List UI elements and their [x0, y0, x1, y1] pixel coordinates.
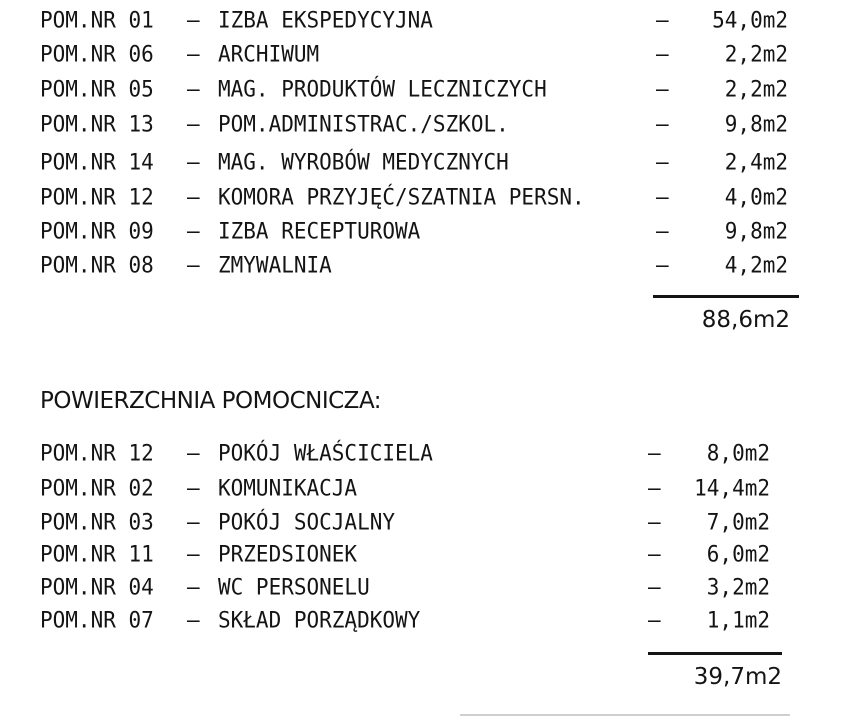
dash: –	[187, 218, 200, 244]
room-row	[40, 39, 788, 68]
room-name: POKÓJ SOCJALNY	[218, 509, 396, 535]
room-area: 3,2m2	[706, 574, 770, 600]
dash: –	[648, 509, 661, 535]
room-area: 4,0m2	[724, 184, 788, 210]
dash: –	[187, 7, 200, 33]
dash: –	[656, 7, 669, 33]
room-area: 2,4m2	[724, 149, 788, 175]
dash: –	[656, 252, 669, 278]
room-number: POM.NR 04	[40, 574, 154, 600]
room-name: IZBA EKSPEDYCYJNA	[218, 7, 433, 33]
room-row	[40, 250, 788, 279]
room-row	[40, 572, 770, 601]
room-number: POM.NR 07	[40, 607, 154, 633]
room-name: WC PERSONELU	[218, 574, 370, 600]
room-name: MAG. WYROBÓW MEDYCZNYCH	[218, 149, 509, 175]
dash: –	[187, 252, 200, 278]
room-row	[40, 605, 770, 634]
room-area: 8,0m2	[706, 440, 770, 466]
room-area: 6,0m2	[706, 541, 770, 567]
aux-area-heading: POWIERZCHNIA POMOCNICZA:	[40, 388, 382, 414]
dash: –	[187, 111, 200, 137]
scan-edge-mark	[460, 714, 790, 716]
room-number: POM.NR 14	[40, 149, 154, 175]
dash: –	[187, 574, 200, 600]
dash: –	[656, 218, 669, 244]
room-area: 2,2m2	[724, 76, 788, 102]
dash: –	[656, 184, 669, 210]
dash: –	[656, 76, 669, 102]
room-area: 9,8m2	[724, 111, 788, 137]
dash: –	[648, 440, 661, 466]
room-number: POM.NR 12	[40, 440, 154, 466]
room-row	[40, 182, 788, 211]
dash: –	[187, 541, 200, 567]
dash: –	[187, 76, 200, 102]
dash: –	[187, 440, 200, 466]
room-name: PRZEDSIONEK	[218, 541, 358, 567]
dash: –	[187, 41, 200, 67]
room-area: 7,0m2	[706, 509, 770, 535]
dash: –	[656, 41, 669, 67]
dash: –	[648, 475, 661, 501]
room-area: 1,1m2	[706, 607, 770, 633]
dash: –	[187, 607, 200, 633]
dash: –	[648, 607, 661, 633]
dash: –	[187, 475, 200, 501]
room-name: POKÓJ WŁAŚCICIELA	[218, 440, 433, 466]
room-area: 4,2m2	[724, 252, 788, 278]
room-number: POM.NR 13	[40, 111, 154, 137]
room-name: POM.ADMINISTRAC./SZKOL.	[218, 111, 509, 137]
room-number: POM.NR 01	[40, 7, 154, 33]
room-name: KOMUNIKACJA	[218, 475, 358, 501]
dash: –	[187, 149, 200, 175]
room-name: ARCHIWUM	[218, 41, 320, 67]
room-number: POM.NR 02	[40, 475, 154, 501]
room-number: POM.NR 11	[40, 541, 154, 567]
room-row	[40, 507, 770, 536]
main-total: 88,6m2	[701, 307, 790, 333]
room-name: IZBA RECEPTUROWA	[218, 218, 421, 244]
sum-rule	[653, 295, 799, 298]
room-name: KOMORA PRZYJĘĆ/SZATNIA PERSN.	[218, 184, 585, 210]
room-row	[40, 539, 770, 568]
room-number: POM.NR 03	[40, 509, 154, 535]
dash: –	[187, 184, 200, 210]
room-area: 54,0m2	[712, 7, 788, 33]
room-area: 2,2m2	[724, 41, 788, 67]
dash: –	[648, 541, 661, 567]
room-row	[40, 74, 788, 103]
aux-total: 39,7m2	[693, 664, 782, 690]
room-number: POM.NR 12	[40, 184, 154, 210]
room-number: POM.NR 06	[40, 41, 154, 67]
room-row	[40, 473, 770, 502]
dash: –	[648, 574, 661, 600]
room-area: 9,8m2	[724, 218, 788, 244]
sum-rule	[648, 652, 782, 655]
room-name: MAG. PRODUKTÓW LECZNICZYCH	[218, 76, 547, 102]
dash: –	[187, 509, 200, 535]
room-number: POM.NR 09	[40, 218, 154, 244]
room-number: POM.NR 08	[40, 252, 154, 278]
dash: –	[656, 149, 669, 175]
room-name: SKŁAD PORZĄDKOWY	[218, 607, 421, 633]
room-row	[40, 147, 788, 176]
room-row	[40, 438, 770, 467]
dash: –	[656, 111, 669, 137]
room-number: POM.NR 05	[40, 76, 154, 102]
room-row	[40, 109, 788, 138]
room-name: ZMYWALNIA	[218, 252, 332, 278]
room-area: 14,4m2	[694, 475, 770, 501]
room-row	[40, 216, 788, 245]
room-row	[40, 5, 788, 34]
